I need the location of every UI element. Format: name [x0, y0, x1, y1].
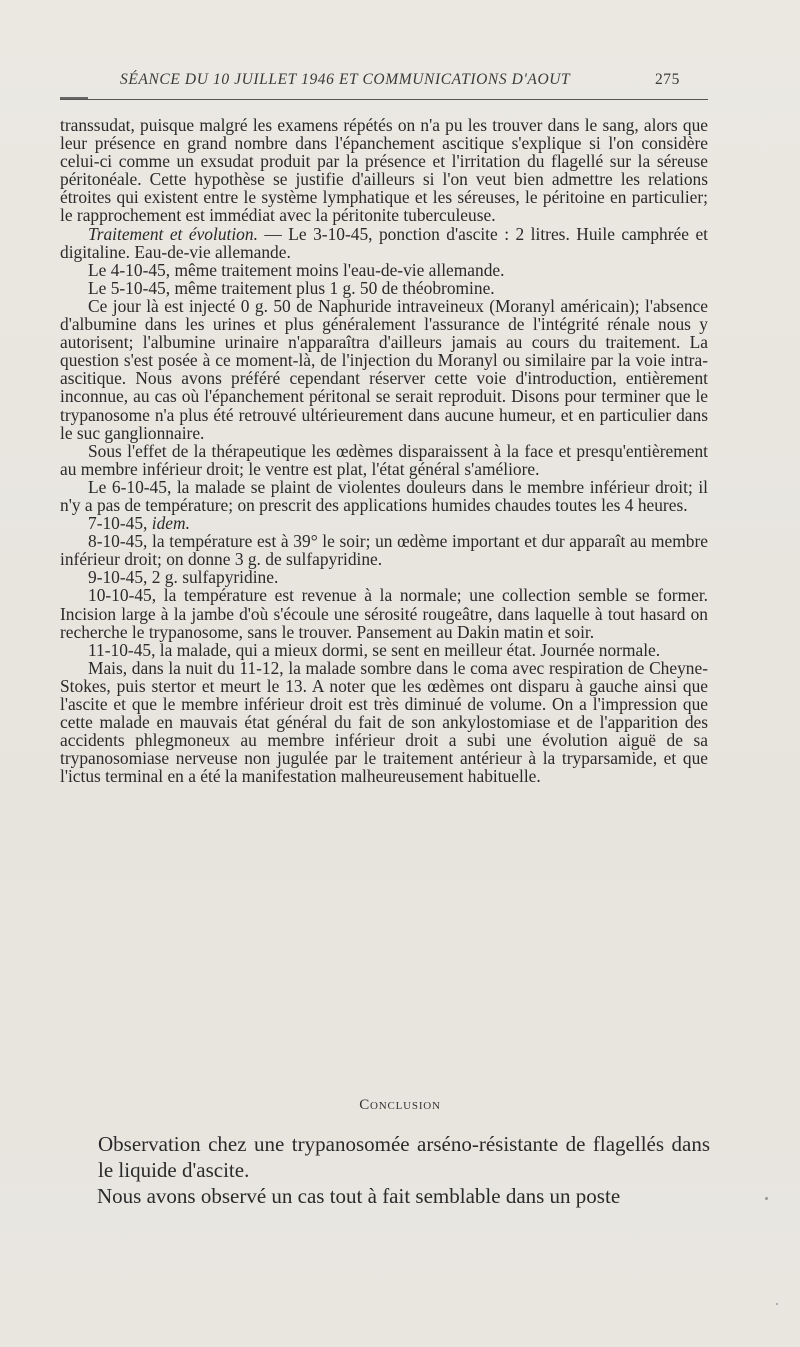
paragraph-6-10-45: Le 6-10-45, la malade se plaint de violentes douleurs dans le membre inférieur droit; il n'y a pas de température; on prescrit des applications humides chaudes toutes les 4 heures. [60, 476, 708, 515]
header-rule [60, 99, 708, 100]
paragraph-traitement-text: — Le 3-10-45, ponction d'ascite : 2 litres. Huile camphrée et digitaline. Eau-de-vie allemande. [60, 223, 708, 262]
paragraph-therapeutique: Sous l'effet de la thérapeutique les œdèmes disparaissent à la face et presqu'entièrement au membre inférieur droit; le ventre est plat, l'état général s'améliore. [60, 440, 708, 479]
date-7-10-45: 7-10-45, [88, 513, 152, 534]
idem-text: idem. [151, 513, 190, 534]
page-number: 275 [654, 71, 680, 88]
conclusion-heading: Conclusion [359, 1097, 441, 1113]
paper-speck [765, 1197, 768, 1200]
paragraph-traitement [60, 225, 708, 261]
paragraph-11-10-45: 11-10-45, la malade, qui a mieux dormi, se sent en meilleur état. Journée normale. [88, 639, 661, 660]
paragraph-8-10-45: 8-10-45, la température est à 39° le soir; un œdème important et dur apparaît au membre inférieur droit; on donne 3 g. de sulfapyridine. [60, 531, 708, 570]
paragraph-5-10-45: Le 5-10-45, même traitement plus 1 g. 50 de théobromine. [88, 277, 495, 298]
paper-speck [776, 1303, 778, 1305]
section-lead: Traitement et évolution. [88, 223, 258, 244]
paragraph-coma: Mais, dans la nuit du 11-12, la malade sombre dans le coma avec respiration de Cheyne-Stokes, puis stertor et meurt le 13. A noter que les œdèmes ont disparu à gauche ainsi que l'ascite et que le membre inférieur droit est très diminué de volume. On a l'impression que cette malade en mauvais état général du fait de son ankylostomiase et de l'apparition des accidents phlegmoneux au membre inférieur droit a subi une évolution aiguë de sa trypanosomiase nerveuse non jugulée par le traitement antérieur à la tryparsamide, et que l'ictus terminal en a été la manifestation malheureusement habituelle. [60, 657, 708, 787]
paragraph-10-10-45: 10-10-45, la température est revenue à la normale; une collection semble se former. Incision large à la jambe d'où s'écoule une sérosité rougeâtre, dans laquelle à tout hasard on recherche le trypanosome, sans le trouver. Pansement au Dakin matin et soir. [60, 585, 708, 642]
paragraph-9-10-45: 9-10-45, 2 g. sulfapyridine. [88, 567, 279, 588]
paragraph-transsudat: transsudat, puisque malgré les examens répétés on n'a pu les trouver dans le sang, alors que leur présence en grand nombre dans l'épanchement ascitique s'explique si l'on considère celui-ci comme un exsudat produit par la présence et l'irritation du flagellé sur la séreuse péritonéale. Cette hypothèse se justifie d'ailleurs si l'on veut bien admettre les relations étroites qui existent entre le système lymphatique et les séreuses, le péritoine en particulier; le rapprochement est immédiat avec la péritonite tuberculeuse. [60, 115, 708, 226]
running-title: SÉANCE DU 10 JUILLET 1946 ET COMMUNICATIONS D'AOUT [120, 71, 571, 88]
conclusion-line-1: Observation chez une trypanosomée arséno-résistante de flagellés dans le liquide d'ascite. [98, 1132, 710, 1182]
paragraph-7-10-45 [60, 514, 708, 532]
body-text [60, 116, 708, 785]
conclusion-text [98, 1131, 710, 1209]
paragraph-4-10-45: Le 4-10-45, même traitement moins l'eau-de-vie allemande. [88, 259, 505, 280]
conclusion-line-2: Nous avons observé un cas tout à fait semblable dans un poste [97, 1184, 621, 1208]
paragraph-naphuride: Ce jour là est injecté 0 g. 50 de Naphuride intraveineux (Moranyl américain); l'absence d'albumine dans les urines et plus généralement l'assurance de l'intégrité rénale nous y autorisent; l'albumine urinaire n'apparaîtra d'ailleurs jamais au cours du traitement. La question s'est posée à ce moment-là, de l'injection du Moranyl ou similaire par la voie intra-ascitique. Nous avons préféré cependant réserver cette voie d'introduction, entièrement inconnue, au cas où l'épanchement péritonal se serait reproduit. Disons pour terminer que le trypanosome n'a plus été retrouvé ultérieurement dans aucune humeur, et en particulier dans le suc ganglionnaire. [60, 295, 708, 443]
